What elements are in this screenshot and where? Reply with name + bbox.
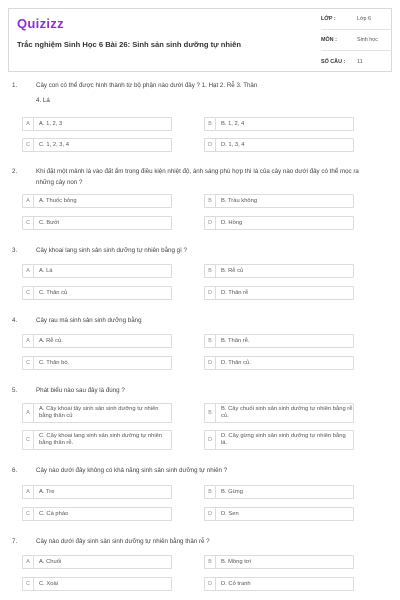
option-letter: D [205, 431, 216, 449]
option-text: B. Rễ củ [221, 267, 244, 274]
option-letter: B [205, 335, 216, 347]
option-text: A. Rễ củ. [39, 337, 63, 344]
option-text: C. 1, 2, 3, 4 [39, 141, 69, 148]
option-6a[interactable] [22, 485, 172, 499]
question-number: 3. [12, 247, 18, 254]
option-letter: D [205, 217, 216, 229]
option-text: B. Cây chuối sinh sản sinh dưỡng tự nhiên bằng rễ củ. [221, 406, 353, 419]
option-5c[interactable] [22, 430, 172, 450]
option-letter: C [23, 139, 34, 151]
option-letter: D [205, 357, 216, 369]
option-2d[interactable] [204, 216, 354, 230]
option-3d[interactable] [204, 286, 354, 300]
meta-value: 11 [357, 58, 363, 65]
worksheet-title: Trắc nghiệm Sinh Học 6 Bài 26: Sinh sản sinh dưỡng tự nhiên [17, 40, 241, 49]
quizizz-logo: Quizizz [17, 16, 64, 31]
question-number: 5. [12, 387, 18, 394]
option-text: D. Hồng [221, 219, 243, 226]
option-text: A. Chuối [39, 558, 62, 565]
option-text: D. 1, 3, 4 [221, 141, 245, 148]
option-letter: C [23, 508, 34, 520]
meta-row-count [321, 51, 392, 72]
option-text: B. Thân rễ. [221, 337, 250, 344]
question-text-line: Cây con có thể được hình thành từ bộ phận nào dưới đây ? 1. Hạt 2. Rễ 3. Thân [36, 82, 258, 89]
option-letter: C [23, 217, 34, 229]
option-4b[interactable] [204, 334, 354, 348]
option-text: C. Cà pháo [39, 510, 69, 517]
option-text: C. Thân bò. [39, 359, 70, 366]
option-4c[interactable] [22, 356, 172, 370]
question-number: 2. [12, 168, 18, 175]
option-7b[interactable] [204, 555, 354, 569]
option-1a[interactable] [22, 117, 172, 131]
question-text: Cây rau má sinh sản sinh dưỡng bằng [36, 317, 142, 324]
question-text-line: 4. Lá [36, 97, 50, 104]
option-text: A. 1, 2, 3 [39, 120, 63, 127]
option-7c[interactable] [22, 577, 172, 591]
meta-label: SỐ CÂU : [321, 58, 346, 65]
option-text: D. Cỏ tranh [221, 580, 251, 587]
option-5d[interactable] [204, 430, 354, 450]
option-text: A. Cây khoai tây sinh sản sinh dưỡng tự nhiên bằng thân củ [39, 406, 159, 419]
meta-label: MÔN : [321, 37, 337, 43]
question-number: 7. [12, 538, 18, 545]
question-number: 4. [12, 317, 18, 324]
option-text: D. Cây gừng sinh sản sinh dưỡng tự nhiên bằng lá. [221, 433, 346, 446]
option-letter: B [205, 556, 216, 568]
option-5a[interactable] [22, 403, 172, 423]
option-letter: B [205, 486, 216, 498]
worksheet-meta [321, 9, 392, 72]
meta-value: Sinh học [357, 37, 378, 43]
option-text: C. Xoài [39, 580, 59, 587]
option-3c[interactable] [22, 286, 172, 300]
option-text: B. Trầu không [221, 197, 258, 204]
option-letter: D [205, 578, 216, 590]
option-letter: D [205, 287, 216, 299]
option-letter: A [23, 195, 34, 207]
option-text: D. Thân rễ [221, 289, 249, 296]
option-letter: B [205, 195, 216, 207]
option-1b[interactable] [204, 117, 354, 131]
meta-value: Lớp 6 [357, 16, 372, 22]
option-text: A. Tre [39, 488, 55, 495]
option-letter: A [23, 265, 34, 277]
option-text: D. Thân củ. [221, 359, 251, 366]
option-text: C. Thân củ [39, 289, 68, 296]
option-4a[interactable] [22, 334, 172, 348]
option-letter: A [23, 335, 34, 347]
option-2c[interactable] [22, 216, 172, 230]
worksheet-header [8, 8, 392, 72]
option-7d[interactable] [204, 577, 354, 591]
meta-label: LỚP : [321, 16, 336, 22]
option-7a[interactable] [22, 555, 172, 569]
option-text: C. Cây khoai lang sinh sản sinh dưỡng tự nhiên bằng thân rễ. [39, 433, 163, 446]
question-text [36, 80, 376, 106]
option-text: B. 1, 2, 4 [221, 120, 245, 127]
option-3a[interactable] [22, 264, 172, 278]
question-text: Cây nào dưới đây không có khả năng sinh sản sinh dưỡng tự nhiên ? [36, 467, 228, 474]
meta-row-subject [321, 30, 392, 51]
question-text: Phát biểu nào sau đây là đúng ? [36, 387, 125, 394]
option-letter: A [23, 556, 34, 568]
question-number: 1. [12, 82, 18, 89]
option-1d[interactable] [204, 138, 354, 152]
option-text: B. Gừng [221, 488, 243, 495]
option-letter: B [205, 265, 216, 277]
option-letter: C [23, 578, 34, 590]
option-letter: D [205, 139, 216, 151]
option-letter: A [23, 486, 34, 498]
option-letter: D [205, 508, 216, 520]
option-letter: C [23, 287, 34, 299]
option-4d[interactable] [204, 356, 354, 370]
option-letter: A [23, 118, 34, 130]
option-2b[interactable] [204, 194, 354, 208]
option-6b[interactable] [204, 485, 354, 499]
meta-row-class [321, 9, 392, 30]
option-3b[interactable] [204, 264, 354, 278]
option-6c[interactable] [22, 507, 172, 521]
option-letter: B [205, 118, 216, 130]
option-letter: B [205, 404, 216, 422]
question-text: Cây nào dưới đây sinh sản sinh dưỡng tự nhiên bằng thân rễ ? [36, 538, 210, 545]
question-text: Khi đặt một mảnh lá vào đất ẩm trong điều kiện nhiệt độ, ánh sáng phù hợp thì lá của cây nào dưới đây có thể mọc ra những cây non ? [36, 168, 359, 186]
option-6d[interactable] [204, 507, 354, 521]
option-text: C. Bưởi [39, 219, 60, 226]
option-letter: A [23, 404, 34, 422]
option-2a[interactable] [22, 194, 172, 208]
option-text: D. Sen [221, 510, 239, 517]
option-1c[interactable] [22, 138, 172, 152]
question-text: Cây khoai lang sinh sản sinh dưỡng tự nhiên bằng gì ? [36, 247, 187, 254]
option-text: A. Lá [39, 267, 53, 274]
option-letter: C [23, 431, 34, 449]
option-text: B. Mồng tơi [221, 558, 251, 565]
question-number: 6. [12, 467, 18, 474]
option-text: A. Thuốc bỏng [39, 197, 77, 204]
option-letter: C [23, 357, 34, 369]
option-5b[interactable] [204, 403, 354, 423]
